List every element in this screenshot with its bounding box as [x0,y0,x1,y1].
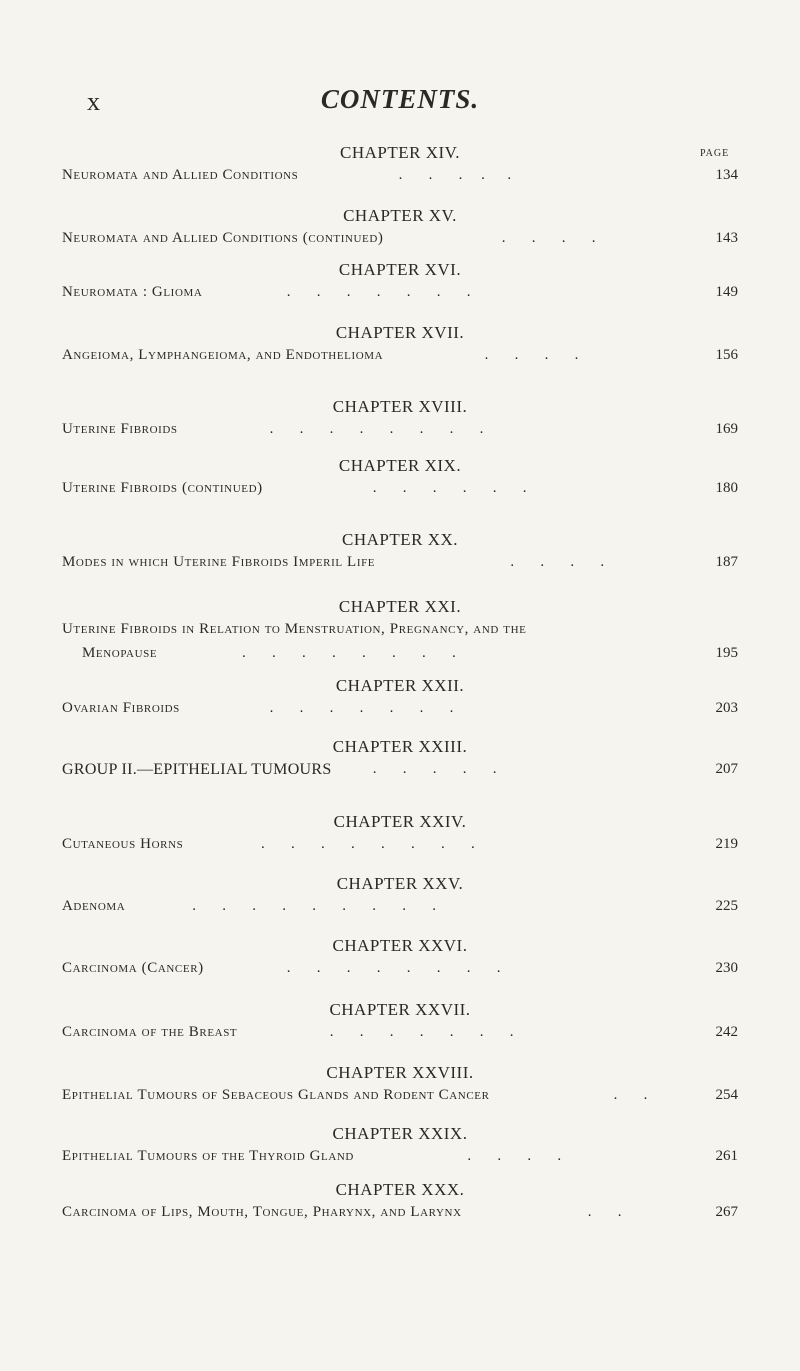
page-number: 156 [715,347,738,363]
page-number: 219 [715,836,738,852]
chapter-heading: CHAPTER XXVII. [329,1000,471,1019]
chapter-title: Carcinoma of the Breast [62,1024,238,1040]
page-number: 143 [715,230,738,246]
page-number: 187 [715,554,738,570]
chapter-title: Angeioma, Lymphangeioma, and Endothelioma [62,347,384,363]
page-number: 261 [715,1148,738,1164]
page-number-roman: x [87,87,100,116]
chapter-title: Uterine Fibroids (continued) [62,480,263,496]
page-number: 203 [715,700,738,716]
chapter-heading: CHAPTER XVII. [335,323,465,342]
leader-dots: . . . . . [398,167,512,183]
page-number: 267 [715,1204,738,1220]
leader-dots: . . . . [484,347,579,363]
page-number: 207 [715,761,738,777]
chapter-heading: CHAPTER XXIX. [332,1124,468,1143]
leader-dots: . . . . . [372,761,497,777]
chapter-heading: CHAPTER XV. [343,206,457,225]
chapter-heading: CHAPTER XXII. [335,676,465,695]
leader-dots: . . . . [467,1148,562,1164]
chapter-title: Neuromata and Allied Conditions [62,167,299,183]
leader-dots: . . . . . . . . [261,836,475,852]
page-number: 230 [715,960,738,976]
chapter-heading: CHAPTER XXIII. [332,737,468,756]
chapter-title: Neuromata and Allied Conditions (continued) [62,230,384,246]
leader-dots: . . . . . . . . [269,421,484,437]
chapter-title: Carcinoma (Cancer) [62,960,204,976]
chapter-title: Uterine Fibroids in Relation to Menstruation, Pregnancy, and the [62,621,527,637]
page-number: 225 [715,898,738,914]
chapter-title: Uterine Fibroids [62,421,178,437]
leader-dots: . . . . [501,230,596,246]
chapter-heading: CHAPTER XXVIII. [326,1063,474,1082]
leader-dots: . . . . . . . . [242,645,456,661]
chapter-heading: CHAPTER XXVI. [332,936,468,955]
chapter-heading: CHAPTER XXV. [336,874,464,893]
chapter-heading: CHAPTER XVI. [338,260,462,279]
page-number: 149 [715,284,738,300]
page-number: 242 [715,1024,738,1040]
leader-dots: . . . . . . . [269,700,454,716]
leader-dots: . . . . . . [372,480,527,496]
page-number: 254 [715,1087,738,1103]
chapter-title: Adenoma [62,898,126,914]
leader-dots: . . [587,1204,622,1220]
leader-dots: . . . . [510,554,605,570]
chapter-heading: CHAPTER XXI. [338,597,462,616]
chapter-heading: CHAPTER XVIII. [332,397,468,416]
leader-dots: . . . . . . . [286,284,471,300]
leader-dots: . . . . . . . [329,1024,514,1040]
page-column-label: PAGE [700,148,730,159]
chapter-title: Ovarian Fibroids [62,700,180,716]
chapter-heading: CHAPTER XIV. [340,143,460,162]
page-number: 195 [715,645,738,661]
page-number: 134 [715,167,738,183]
chapter-title: Epithelial Tumours of the Thyroid Gland [62,1148,354,1164]
page-number: 169 [715,421,738,437]
chapter-heading: CHAPTER XIX. [338,456,462,475]
page-title: CONTENTS. [320,84,480,114]
chapter-heading: CHAPTER XXX. [335,1180,465,1199]
chapter-heading: CHAPTER XX. [341,530,458,549]
chapter-title: Carcinoma of Lips, Mouth, Tongue, Pharynx, and Larynx [62,1204,462,1220]
chapter-title: Modes in which Uterine Fibroids Imperil Life [62,554,376,570]
leader-dots: . . . . . . . . [286,960,501,976]
chapter-heading: CHAPTER XXIV. [333,812,467,831]
leader-dots: . . [613,1087,648,1103]
leader-dots: . . . . . . . . . [192,898,436,914]
chapter-title: GROUP II.—EPITHELIAL TUMOURS [62,761,332,778]
page-number: 180 [715,480,738,496]
chapter-title: Neuromata : Glioma [62,284,203,300]
chapter-title-continued: Menopause [82,645,158,661]
chapter-title: Epithelial Tumours of Sebaceous Glands and Rodent Cancer [62,1087,490,1103]
chapter-title: Cutaneous Horns [62,836,184,852]
